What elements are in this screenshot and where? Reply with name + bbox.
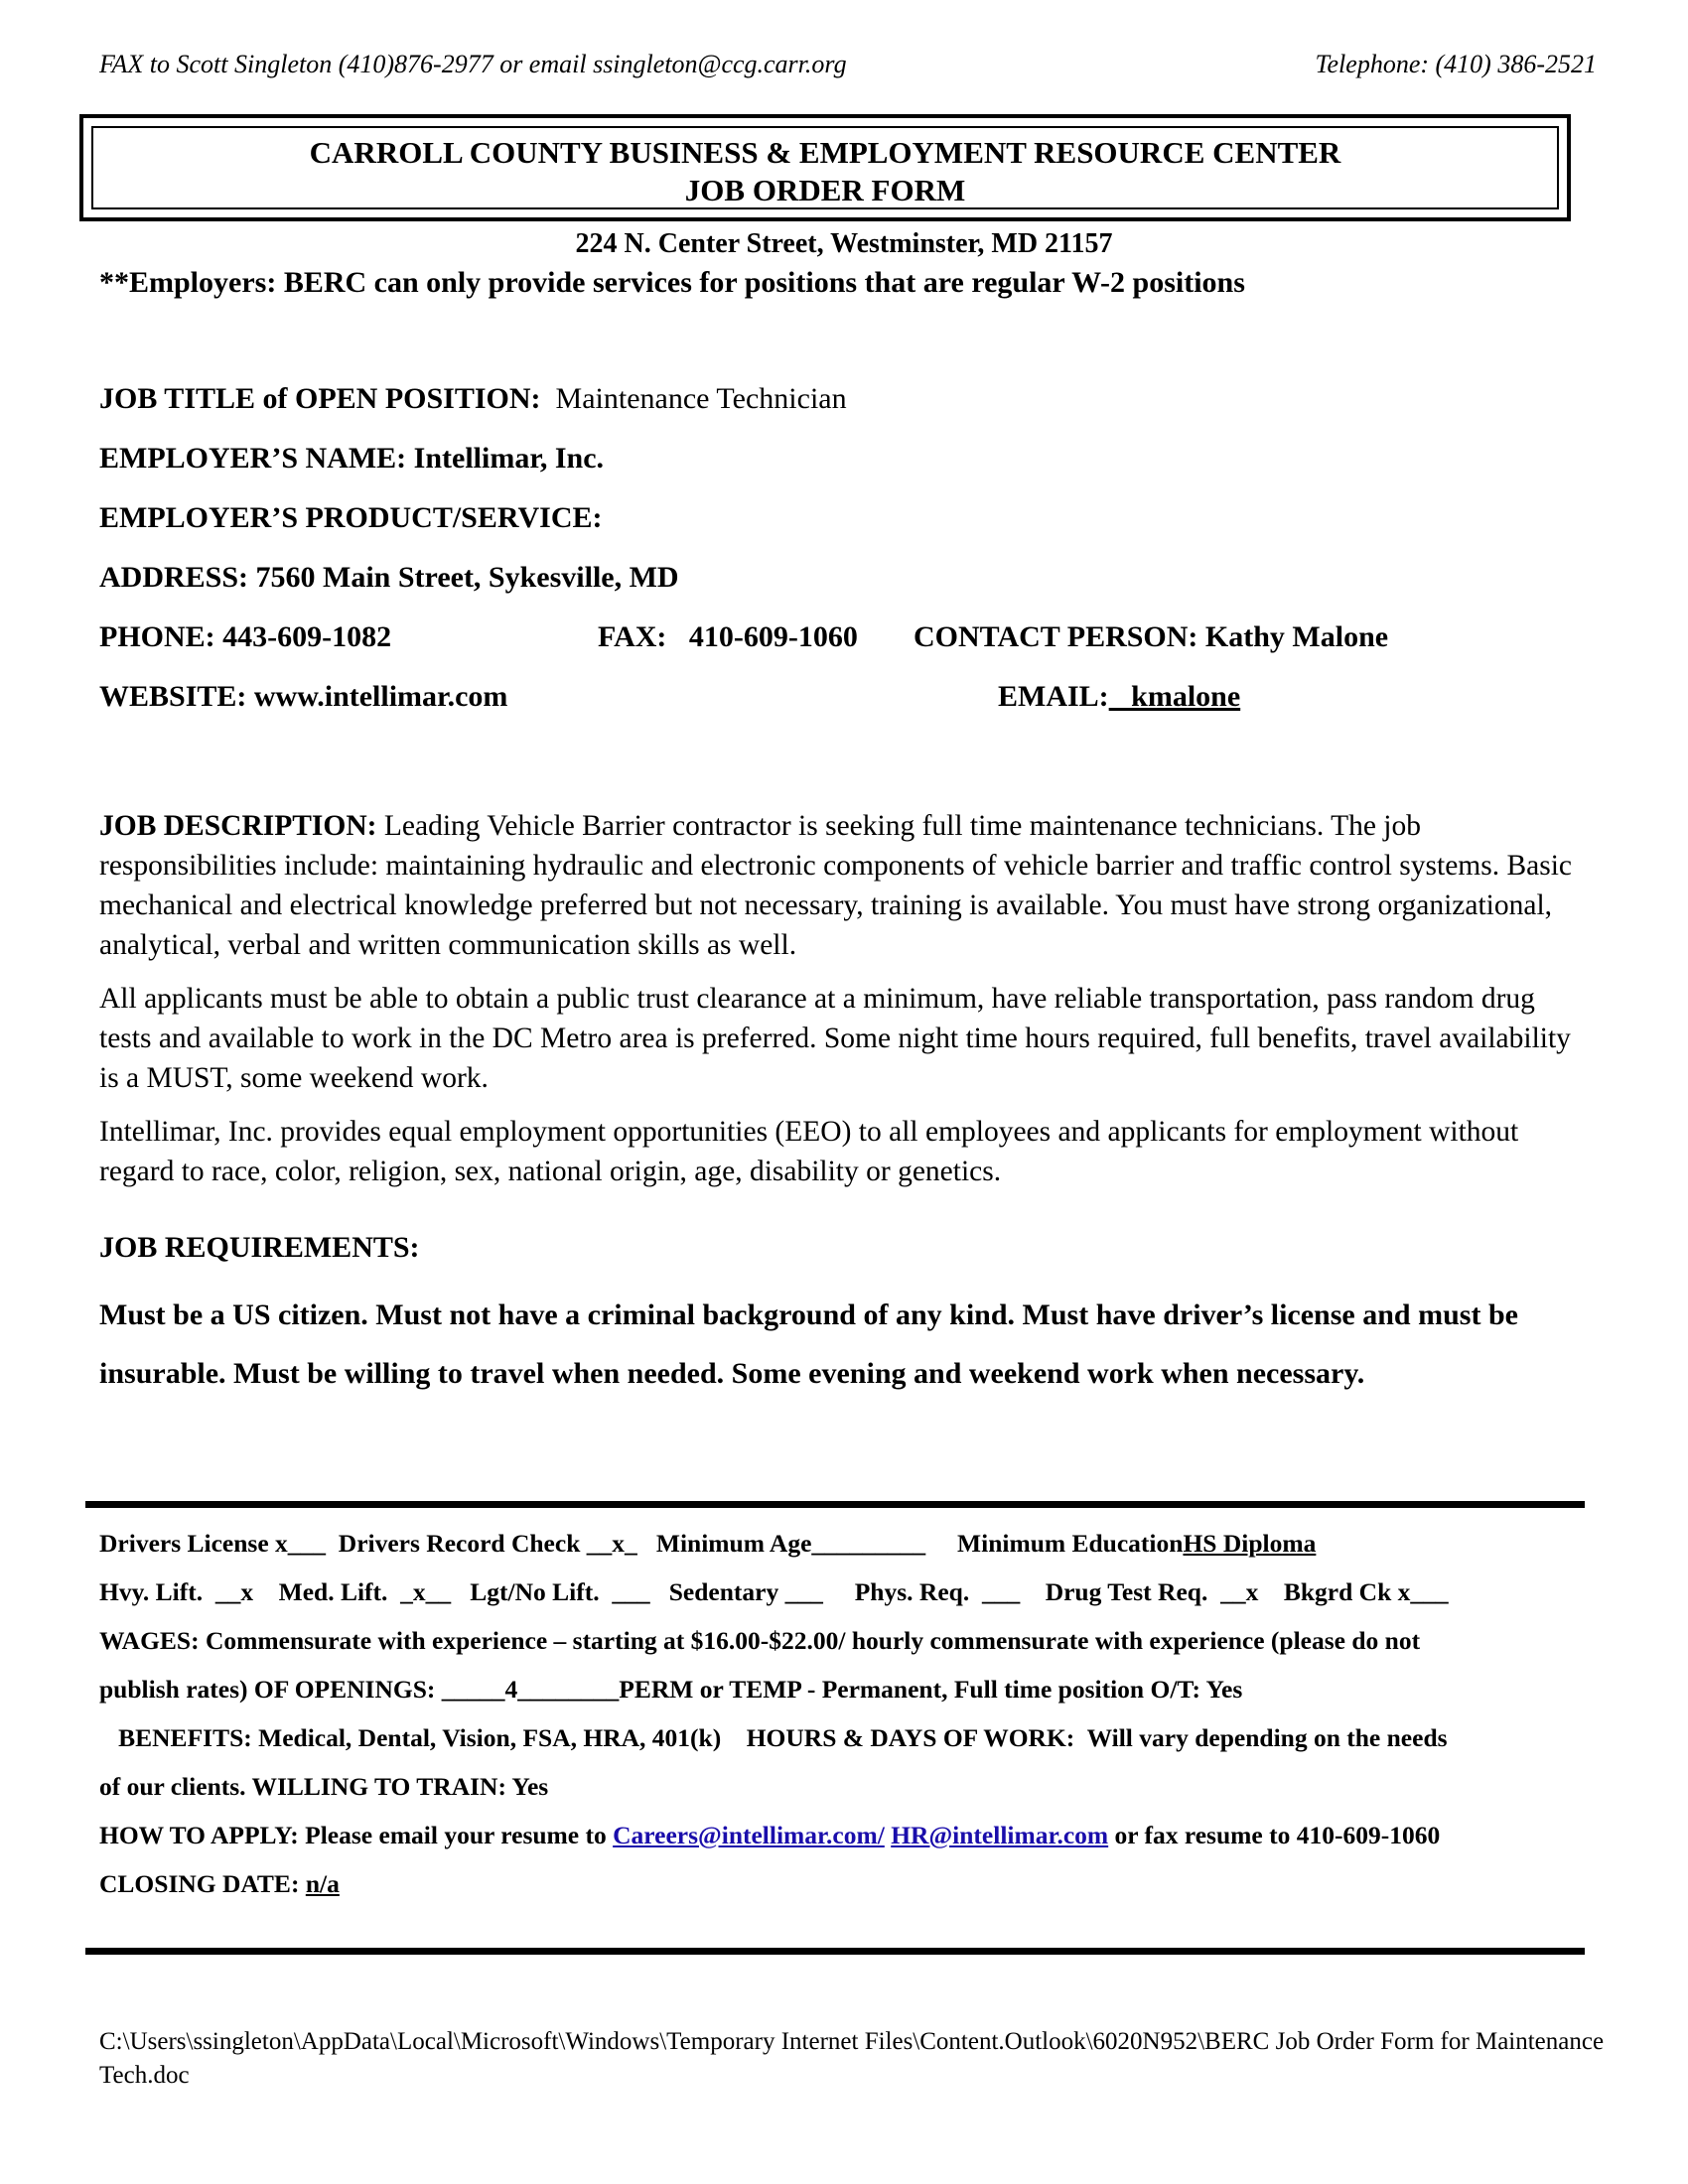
title-inner-border bbox=[91, 126, 1559, 209]
minimum-education-value: HS Diploma bbox=[1183, 1529, 1317, 1558]
employer-name: EMPLOYER’S NAME: Intellimar, Inc. bbox=[99, 442, 605, 475]
contact-field bbox=[914, 620, 1388, 654]
closing-date-label: CLOSING DATE: bbox=[99, 1869, 306, 1898]
product-service: EMPLOYER’S PRODUCT/SERVICE: bbox=[99, 501, 603, 534]
title-box bbox=[79, 114, 1571, 221]
benefits-line1: BENEFITS: Medical, Dental, Vision, FSA, HRA, 401(k) HOURS & DAYS OF WORK: Will vary depending on the needs bbox=[99, 1723, 1448, 1752]
telephone: Telephone: (410) 386-2521 bbox=[1315, 50, 1597, 78]
employer-address: ADDRESS: 7560 Main Street, Sykesville, MD bbox=[99, 561, 679, 594]
email-value: kmalone bbox=[1108, 680, 1241, 713]
website: WEBSITE: www.intellimar.com bbox=[99, 680, 508, 713]
job-requirements-text: Must be a US citizen. Must not have a criminal background of any kind. Must have driver’s license and must be insurable. Must be willing to travel when needed. Some evening and weekend work when necessary. bbox=[99, 1298, 1518, 1390]
apply-suffix: or fax resume to 410-609-1060 bbox=[1108, 1821, 1441, 1849]
job-requirements-heading: JOB REQUIREMENTS: bbox=[99, 1231, 420, 1264]
fax: FAX: 410-609-1060 bbox=[598, 620, 858, 653]
license-checks: Drivers License x___ Drivers Record Check __x_ Minimum Age_________ Minimum Education bbox=[99, 1529, 1184, 1558]
fax-field bbox=[598, 620, 858, 654]
address-field bbox=[99, 561, 679, 595]
job-description-para2: All applicants must be able to obtain a public trust clearance at a minimum, have reliable transportation, pass random drug tests and available to work in the DC Metro area is preferred. Some night time hours required, full benefits, travel availability is a MUST, some weekend work. bbox=[99, 983, 1571, 1094]
job-description-label: JOB DESCRIPTION: bbox=[99, 810, 377, 842]
job-description-text: Leading Vehicle Barrier contractor is seeking full time maintenance technicians. The job responsibilities include: maintaining hydraulic and electronic components of vehicle barrier and traffic control systems. Basic mechanical and electrical knowledge preferred but not necessary, training is available. You must have strong organizational, analytical, verbal and written communication skills as well. bbox=[99, 810, 1573, 961]
apply-prefix: HOW TO APPLY: Please email your resume to bbox=[99, 1821, 614, 1849]
checklist-row1 bbox=[99, 1519, 1599, 1568]
job-description-para3: Intellimar, Inc. provides equal employment opportunities (EEO) to all employees and applicants for employment without regard to race, color, religion, sex, national origin, age, disability or genetics. bbox=[99, 1116, 1519, 1187]
center-address: 224 N. Center Street, Westminster, MD 21157 bbox=[575, 228, 1113, 259]
divider-bottom bbox=[85, 1948, 1585, 1955]
benefits-line2: of our clients. WILLING TO TRAIN: Yes bbox=[99, 1772, 549, 1801]
job-description-para1 bbox=[99, 806, 1589, 965]
phone-field bbox=[99, 620, 391, 654]
divider-top bbox=[85, 1501, 1585, 1508]
website-field bbox=[99, 680, 507, 714]
job-title-label: JOB TITLE of OPEN POSITION: bbox=[99, 382, 541, 415]
form-title: JOB ORDER FORM bbox=[684, 173, 966, 207]
contact-person: CONTACT PERSON: Kathy Malone bbox=[914, 620, 1389, 653]
email-field bbox=[998, 680, 1240, 714]
email-label: EMAIL: bbox=[998, 680, 1109, 713]
checklist-block bbox=[99, 1519, 1599, 1908]
wages-line2: publish rates) OF OPENINGS: _____4________PERM or TEMP - Permanent, Full time position O/T: Yes bbox=[99, 1675, 1243, 1704]
how-to-apply bbox=[99, 1811, 1599, 1859]
employer-notice: **Employers: BERC can only provide services for positions that are regular W-2 positions bbox=[99, 266, 1245, 299]
hr-email-link[interactable]: HR@intellimar.com bbox=[891, 1821, 1109, 1849]
job-title-value: Maintenance Technician bbox=[555, 382, 847, 415]
careers-email-link[interactable]: Careers@intellimar.com/ bbox=[613, 1821, 885, 1849]
wages-line1: WAGES: Commensurate with experience – starting at $16.00-$22.00/ hourly commensurate with experience (please do not bbox=[99, 1626, 1421, 1655]
closing-date-value: n/a bbox=[305, 1869, 340, 1898]
closing-date bbox=[99, 1859, 1599, 1908]
file-path-footer: C:\Users\ssingleton\AppData\Local\Microsoft\Windows\Temporary Internet Files\Content.Outlook\6020N952\BERC Job Order Form for Maintenance Tech.doc bbox=[99, 2028, 1605, 2089]
employer-name-field bbox=[99, 442, 604, 476]
form-org-title: CARROLL COUNTY BUSINESS & EMPLOYMENT RESOURCE CENTER bbox=[309, 135, 1341, 170]
phone: PHONE: 443-609-1082 bbox=[99, 620, 392, 653]
checklist-row2: Hvy. Lift. __x Med. Lift. _x__ Lgt/No Lift. ___ Sedentary ___ Phys. Req. ___ Drug Test Req. __x Bkgrd Ck x___ bbox=[99, 1577, 1449, 1606]
product-service-field bbox=[99, 501, 602, 535]
fax-instruction: FAX to Scott Singleton (410)876-2977 or email ssingleton@ccg.carr.org bbox=[99, 50, 847, 78]
job-description bbox=[99, 806, 1589, 1205]
job-title-field bbox=[99, 382, 847, 416]
